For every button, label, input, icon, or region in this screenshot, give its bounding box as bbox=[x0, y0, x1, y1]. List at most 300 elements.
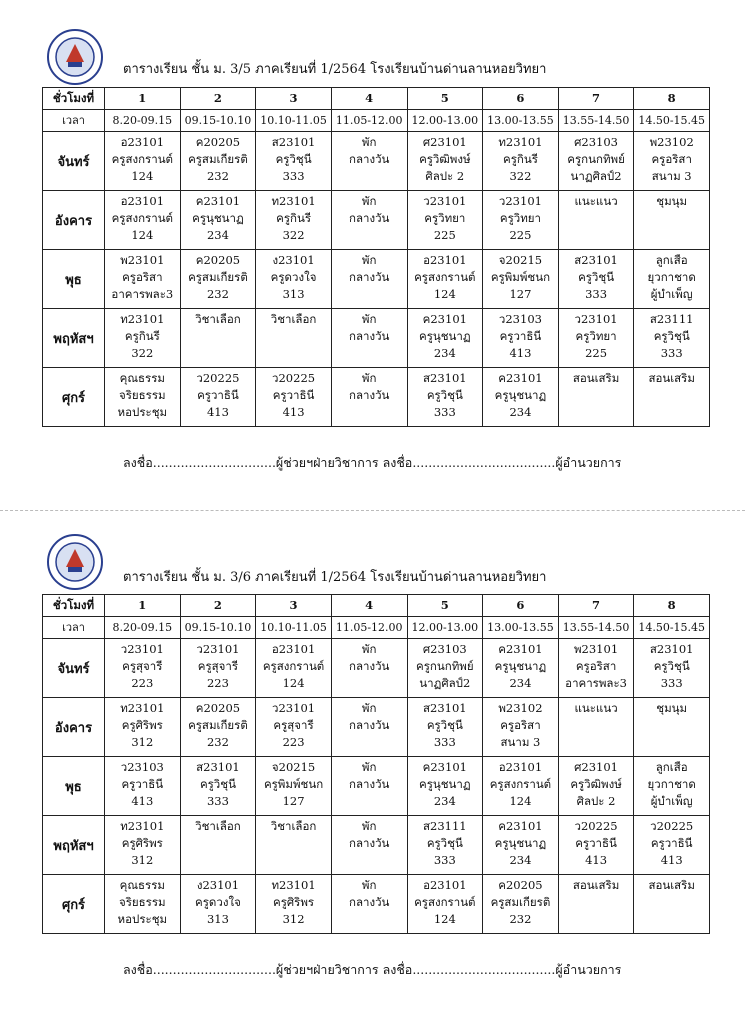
class-cell-line: ค23101 bbox=[498, 642, 543, 656]
class-cell-line: ท23101 bbox=[120, 819, 165, 833]
class-cell bbox=[256, 250, 332, 309]
class-cell-line: ว20225 bbox=[574, 819, 618, 833]
class-cell-line: วิชาเลือก bbox=[270, 312, 317, 326]
day-name: พฤหัสฯ bbox=[43, 816, 105, 875]
class-cell bbox=[105, 875, 181, 934]
class-cell-line: ท23101 bbox=[498, 135, 543, 149]
time-slot: 12.00-13.00 bbox=[407, 617, 483, 639]
day-row bbox=[43, 309, 710, 368]
class-cell-line: ครูอริสา bbox=[575, 659, 617, 673]
time-slot: 14.50-15.45 bbox=[634, 617, 710, 639]
class-cell bbox=[105, 309, 181, 368]
class-cell-line: ครูวิชุนี bbox=[426, 388, 463, 402]
class-cell-line: 333 bbox=[433, 405, 456, 419]
period-header-row bbox=[43, 595, 710, 617]
schedule-title: ตารางเรียน ชั้น ม. 3/6 ภาคเรียนที่ 1/2564 โรงเรียนบ้านด่านลานหอยวิทยา bbox=[123, 570, 547, 585]
class-cell bbox=[105, 639, 181, 698]
class-cell bbox=[180, 698, 256, 757]
class-cell bbox=[256, 309, 332, 368]
time-slot: 13.00-13.55 bbox=[483, 617, 559, 639]
class-cell-line: จริยธรรม bbox=[119, 388, 166, 402]
class-cell bbox=[105, 191, 181, 250]
class-cell bbox=[634, 698, 710, 757]
class-cell bbox=[407, 368, 483, 427]
class-cell-line: จริยธรรม bbox=[119, 895, 166, 909]
class-cell-line: 124 bbox=[131, 228, 154, 242]
class-cell-line: ครูวิชุนี bbox=[275, 152, 312, 166]
class-cell-line: ครูอริสา bbox=[500, 718, 541, 732]
class-cell bbox=[634, 132, 710, 191]
class-cell bbox=[558, 250, 634, 309]
class-cell bbox=[180, 816, 256, 875]
class-cell-line: กลางวัน bbox=[348, 329, 390, 343]
class-cell-line: ครูสงกรานต์ bbox=[111, 152, 174, 166]
class-cell-line: พัก bbox=[361, 135, 377, 149]
class-cell bbox=[407, 875, 483, 934]
day-row bbox=[43, 757, 710, 816]
class-cell bbox=[634, 250, 710, 309]
class-cell bbox=[180, 368, 256, 427]
schedule-title: ตารางเรียน ชั้น ม. 3/5 ภาคเรียนที่ 1/2564 โรงเรียนบ้านด่านลานหอยวิทยา bbox=[123, 62, 547, 77]
class-cell-line: 312 bbox=[131, 735, 154, 749]
class-cell-line: ครูสมเกียรติ bbox=[490, 895, 551, 909]
signature-line: ลงชื่อ...............................ผู้ช่วยฯฝ่ายวิชาการ ลงชื่อ....................................ผู้อำนวยการ bbox=[123, 455, 622, 470]
class-cell-line: ครูวาธินี bbox=[272, 388, 315, 402]
class-cell bbox=[256, 698, 332, 757]
period-header-label: ชั่วโมงที่ bbox=[43, 595, 105, 617]
class-cell-line: ส23101 bbox=[196, 760, 240, 774]
class-cell-line: อ23101 bbox=[120, 194, 165, 208]
class-cell-line: ท23101 bbox=[271, 878, 316, 892]
class-cell-line: ว23103 bbox=[498, 312, 542, 326]
class-cell-line: ครูวิชุนี bbox=[426, 718, 463, 732]
class-cell-line: ค23101 bbox=[195, 194, 241, 208]
class-cell bbox=[331, 639, 407, 698]
timetable bbox=[42, 594, 710, 934]
class-cell-line: ครูนุชนาฏ bbox=[494, 388, 547, 402]
class-cell-line: ง23101 bbox=[272, 253, 315, 267]
class-cell-line: ครูสุจารี bbox=[273, 718, 314, 732]
class-cell-line: ครูดวงใจ bbox=[270, 270, 317, 284]
period-number: 4 bbox=[331, 88, 407, 110]
class-cell-line: กลางวัน bbox=[348, 895, 390, 909]
class-cell-line: ยุวกาชาด bbox=[647, 777, 696, 791]
class-cell bbox=[558, 757, 634, 816]
class-cell bbox=[105, 250, 181, 309]
class-cell-line: ว23101 bbox=[574, 312, 618, 326]
class-cell bbox=[331, 309, 407, 368]
class-cell-line: พัก bbox=[361, 878, 377, 892]
day-row bbox=[43, 250, 710, 309]
class-cell-line: พัก bbox=[361, 312, 377, 326]
class-cell-line: ครูสมเกียรติ bbox=[188, 718, 248, 732]
class-cell bbox=[634, 757, 710, 816]
class-cell bbox=[331, 368, 407, 427]
class-cell-line: ส23101 bbox=[574, 253, 618, 267]
time-slot: 09.15-10.10 bbox=[180, 110, 256, 132]
time-slot: 14.50-15.45 bbox=[634, 110, 710, 132]
class-cell-line: ท23101 bbox=[271, 194, 316, 208]
class-cell bbox=[256, 639, 332, 698]
class-cell-line: นาฏศิลป์2 bbox=[570, 169, 622, 183]
class-cell bbox=[558, 368, 634, 427]
time-label: เวลา bbox=[43, 110, 105, 132]
class-cell-line: กลางวัน bbox=[348, 270, 390, 284]
school-logo-icon bbox=[46, 533, 104, 591]
class-cell-line: พ23102 bbox=[498, 701, 543, 715]
period-number: 6 bbox=[483, 595, 559, 617]
class-cell-line: ครูวิชุนี bbox=[653, 329, 690, 343]
class-cell-line: ว23101 bbox=[498, 194, 542, 208]
class-cell-line: ครูวาธินี bbox=[197, 388, 239, 402]
class-cell-line: 234 bbox=[206, 228, 229, 242]
class-cell-line: พัก bbox=[361, 701, 377, 715]
class-cell-line: สอนเสริม bbox=[572, 371, 620, 385]
class-cell bbox=[558, 698, 634, 757]
class-cell-line: 223 bbox=[282, 735, 305, 749]
class-cell bbox=[483, 309, 559, 368]
day-row bbox=[43, 368, 710, 427]
class-cell-line: ว23103 bbox=[120, 760, 164, 774]
class-cell-line: 333 bbox=[660, 676, 683, 690]
class-cell-line: ครูศิริพร bbox=[121, 718, 163, 732]
class-cell-line: ครูสงกรานต์ bbox=[111, 211, 174, 225]
class-cell-line: 312 bbox=[131, 853, 154, 867]
class-cell bbox=[256, 191, 332, 250]
class-cell-line: 124 bbox=[131, 169, 154, 183]
class-cell-line: ศ23101 bbox=[574, 760, 618, 774]
period-number: 1 bbox=[105, 88, 181, 110]
class-cell-line: 413 bbox=[131, 794, 154, 808]
class-cell-line: หอประชุม bbox=[117, 912, 168, 926]
class-cell-line: ครูอริสา bbox=[122, 270, 163, 284]
class-cell bbox=[634, 816, 710, 875]
class-cell-line: 234 bbox=[509, 853, 532, 867]
class-cell-line: ครูนุชนาฏ bbox=[192, 211, 244, 225]
page-divider bbox=[0, 510, 745, 511]
class-cell bbox=[483, 816, 559, 875]
class-cell-line: 322 bbox=[282, 228, 305, 242]
class-cell bbox=[180, 639, 256, 698]
class-cell bbox=[331, 875, 407, 934]
time-slot: 8.20-09.15 bbox=[105, 110, 181, 132]
class-cell-line: ว20225 bbox=[272, 371, 316, 385]
class-cell-line: ส23101 bbox=[423, 701, 467, 715]
class-cell-line: อ23101 bbox=[423, 878, 467, 892]
class-cell-line: 124 bbox=[282, 676, 305, 690]
class-cell bbox=[105, 816, 181, 875]
class-cell-line: อ23101 bbox=[120, 135, 165, 149]
timetable-body bbox=[43, 595, 710, 934]
class-cell bbox=[105, 132, 181, 191]
class-cell-line: 333 bbox=[433, 853, 456, 867]
day-name: ศุกร์ bbox=[43, 875, 105, 934]
period-number: 2 bbox=[180, 595, 256, 617]
class-cell-line: 234 bbox=[433, 794, 456, 808]
class-cell-line: ค23101 bbox=[498, 371, 543, 385]
class-cell-line: ค23101 bbox=[422, 312, 467, 326]
class-cell-line: พัก bbox=[361, 194, 377, 208]
class-cell-line: ศ23103 bbox=[574, 135, 618, 149]
class-cell-line: พัก bbox=[361, 760, 377, 774]
class-cell bbox=[180, 191, 256, 250]
class-cell-line: ครูนุชนาฏ bbox=[419, 329, 471, 343]
class-cell-line: ครูนุชนาฏ bbox=[494, 659, 547, 673]
class-cell-line: กลางวัน bbox=[348, 211, 390, 225]
class-cell bbox=[483, 250, 559, 309]
class-cell-line: 124 bbox=[509, 794, 532, 808]
class-cell-line: 234 bbox=[433, 346, 456, 360]
class-cell bbox=[483, 698, 559, 757]
day-row bbox=[43, 132, 710, 191]
class-cell-line: ครูวิทยา bbox=[499, 211, 541, 225]
class-cell bbox=[407, 132, 483, 191]
class-cell bbox=[483, 191, 559, 250]
class-cell-line: วิชาเลือก bbox=[195, 312, 241, 326]
class-cell-line: สนาม 3 bbox=[500, 735, 541, 749]
class-cell-line: ครูนุชนาฏ bbox=[419, 777, 471, 791]
class-cell-line: ครูวิทยา bbox=[575, 329, 617, 343]
period-number: 7 bbox=[558, 595, 634, 617]
class-cell-line: ท23101 bbox=[120, 312, 165, 326]
class-cell-line: ส23101 bbox=[423, 371, 467, 385]
class-cell-line: 413 bbox=[660, 853, 683, 867]
day-name: อังคาร bbox=[43, 191, 105, 250]
class-cell-line: ค23101 bbox=[498, 819, 543, 833]
class-cell-line: คุณธรรม bbox=[119, 878, 165, 892]
class-cell-line: พัก bbox=[361, 253, 377, 267]
time-slot: 10.10-11.05 bbox=[256, 110, 332, 132]
class-cell bbox=[105, 757, 181, 816]
class-cell-line: 127 bbox=[282, 794, 305, 808]
class-cell-line: 312 bbox=[282, 912, 305, 926]
class-cell-line: ครูสงกรานต์ bbox=[414, 270, 476, 284]
class-cell-line: แนะแนว bbox=[574, 194, 618, 208]
class-cell-line: ยุวกาชาด bbox=[647, 270, 696, 284]
class-cell-line: ว20225 bbox=[196, 371, 240, 385]
class-cell-line: ลูกเสือ bbox=[655, 253, 688, 267]
period-number: 8 bbox=[634, 88, 710, 110]
class-cell-line: ครูสงกรานต์ bbox=[262, 659, 325, 673]
class-cell-line: ว23101 bbox=[196, 642, 240, 656]
class-cell-line: ส23101 bbox=[649, 642, 694, 656]
class-cell-line: ครูวาธินี bbox=[575, 836, 617, 850]
class-cell bbox=[256, 132, 332, 191]
class-cell-line: ครูกินรี bbox=[124, 329, 160, 343]
class-cell-line: 234 bbox=[509, 676, 532, 690]
class-cell-line: 313 bbox=[206, 912, 229, 926]
class-cell-line: ส23111 bbox=[649, 312, 694, 326]
class-cell-line: ครูนุชนาฏ bbox=[494, 836, 547, 850]
class-cell-line: ลูกเสือ bbox=[655, 760, 688, 774]
day-name: พุธ bbox=[43, 757, 105, 816]
class-cell-line: ครูสุจารี bbox=[122, 659, 163, 673]
class-cell-line: ค20205 bbox=[195, 135, 241, 149]
class-cell-line: อ23101 bbox=[423, 253, 467, 267]
class-cell-line: ค20205 bbox=[498, 878, 543, 892]
class-cell bbox=[105, 698, 181, 757]
class-cell bbox=[407, 757, 483, 816]
class-cell-line: ครูวิชุนี bbox=[653, 659, 690, 673]
class-cell-line: 413 bbox=[206, 405, 229, 419]
timetable-body bbox=[43, 88, 710, 427]
class-cell-line: จ20215 bbox=[271, 760, 316, 774]
class-cell bbox=[558, 639, 634, 698]
class-cell-line: ครูกนกทิพย์ bbox=[567, 152, 625, 166]
class-cell bbox=[256, 368, 332, 427]
period-header-row bbox=[43, 88, 710, 110]
period-number: 2 bbox=[180, 88, 256, 110]
class-cell bbox=[558, 191, 634, 250]
class-cell-line: ครูสุจารี bbox=[197, 659, 239, 673]
day-name: ศุกร์ bbox=[43, 368, 105, 427]
class-cell-line: ผู้บำเพ็ญ bbox=[650, 794, 693, 808]
class-cell-line: 223 bbox=[206, 676, 229, 690]
class-cell-line: 333 bbox=[282, 169, 305, 183]
class-cell bbox=[256, 875, 332, 934]
school-logo-icon bbox=[46, 28, 104, 86]
period-number: 5 bbox=[407, 88, 483, 110]
class-cell-line: ครูดวงใจ bbox=[195, 895, 241, 909]
class-cell-line: 232 bbox=[206, 169, 229, 183]
class-cell-line: 333 bbox=[206, 794, 229, 808]
class-cell-line: 313 bbox=[282, 287, 305, 301]
class-cell-line: ส23111 bbox=[423, 819, 467, 833]
class-cell-line: 413 bbox=[282, 405, 305, 419]
period-number: 5 bbox=[407, 595, 483, 617]
time-slot: 13.55-14.50 bbox=[558, 110, 634, 132]
class-cell-line: พ23101 bbox=[120, 253, 165, 267]
class-cell-line: 413 bbox=[585, 853, 608, 867]
class-cell-line: ครูวิชุนี bbox=[426, 836, 463, 850]
class-cell-line: คุณธรรม bbox=[119, 371, 165, 385]
period-number: 4 bbox=[331, 595, 407, 617]
class-cell-line: กลางวัน bbox=[348, 388, 390, 402]
class-cell-line: พัก bbox=[361, 371, 377, 385]
class-cell-line: ว23101 bbox=[423, 194, 467, 208]
class-cell-line: ครูพิมพ์ชนก bbox=[490, 270, 551, 284]
class-cell-line: พัก bbox=[361, 642, 377, 656]
day-name: พฤหัสฯ bbox=[43, 309, 105, 368]
class-cell-line: 322 bbox=[509, 169, 532, 183]
class-cell bbox=[407, 191, 483, 250]
class-cell-line: สอนเสริม bbox=[648, 371, 695, 385]
time-slot: 13.55-14.50 bbox=[558, 617, 634, 639]
class-cell-line: 124 bbox=[433, 287, 456, 301]
day-row bbox=[43, 639, 710, 698]
class-cell-line: พ23102 bbox=[649, 135, 694, 149]
class-cell bbox=[558, 875, 634, 934]
class-cell-line: ว23101 bbox=[272, 701, 316, 715]
class-cell-line: กลางวัน bbox=[348, 836, 390, 850]
class-cell bbox=[331, 757, 407, 816]
time-label: เวลา bbox=[43, 617, 105, 639]
class-cell-line: ศิลปะ 2 bbox=[425, 169, 465, 183]
class-cell-line: 413 bbox=[509, 346, 532, 360]
class-cell-line: หอประชุม bbox=[117, 405, 168, 419]
day-name: จันทร์ bbox=[43, 639, 105, 698]
class-cell-line: 232 bbox=[206, 735, 229, 749]
day-row bbox=[43, 816, 710, 875]
class-cell-line: 234 bbox=[509, 405, 532, 419]
period-number: 1 bbox=[105, 595, 181, 617]
class-cell-line: แนะแนว bbox=[574, 701, 618, 715]
class-cell-line: สอนเสริม bbox=[572, 878, 620, 892]
class-cell bbox=[256, 816, 332, 875]
time-slot: 8.20-09.15 bbox=[105, 617, 181, 639]
class-cell bbox=[634, 875, 710, 934]
class-cell bbox=[407, 816, 483, 875]
class-cell-line: ครูอริสา bbox=[651, 152, 692, 166]
class-cell bbox=[634, 309, 710, 368]
class-cell bbox=[483, 757, 559, 816]
class-cell-line: 333 bbox=[433, 735, 456, 749]
class-cell bbox=[331, 816, 407, 875]
class-cell-line: สนาม 3 bbox=[651, 169, 692, 183]
class-cell bbox=[331, 132, 407, 191]
class-cell-line: ครูวิฒิพงษ์ bbox=[419, 152, 471, 166]
class-cell-line: ชุมนุม bbox=[656, 194, 688, 208]
time-slot: 13.00-13.55 bbox=[483, 110, 559, 132]
class-cell bbox=[634, 639, 710, 698]
class-cell-line: จ20215 bbox=[498, 253, 543, 267]
class-cell-line: 333 bbox=[585, 287, 608, 301]
class-cell bbox=[331, 191, 407, 250]
class-cell-line: ครูวิชุนี bbox=[199, 777, 236, 791]
period-header-label: ชั่วโมงที่ bbox=[43, 88, 105, 110]
class-cell-line: 225 bbox=[509, 228, 532, 242]
class-cell-line: ครูกนกทิพย์ bbox=[416, 659, 474, 673]
class-cell-line: 232 bbox=[509, 912, 532, 926]
class-cell bbox=[105, 368, 181, 427]
class-cell-line: พ23101 bbox=[573, 642, 619, 656]
class-cell-line: วิชาเลือก bbox=[195, 819, 241, 833]
class-cell bbox=[180, 132, 256, 191]
class-cell-line: ค23101 bbox=[422, 760, 467, 774]
time-slot: 10.10-11.05 bbox=[256, 617, 332, 639]
class-cell-line: ครูสมเกียรติ bbox=[188, 152, 248, 166]
day-row bbox=[43, 875, 710, 934]
class-cell bbox=[483, 132, 559, 191]
day-name: พุธ bbox=[43, 250, 105, 309]
class-cell-line: 124 bbox=[433, 912, 456, 926]
class-cell-line: ผู้บำเพ็ญ bbox=[650, 287, 693, 301]
class-cell bbox=[407, 639, 483, 698]
class-cell bbox=[256, 757, 332, 816]
class-cell-line: สอนเสริม bbox=[648, 878, 695, 892]
class-cell-line: ว23101 bbox=[120, 642, 164, 656]
class-cell bbox=[331, 250, 407, 309]
class-cell-line: ครูวาธินี bbox=[499, 329, 542, 343]
class-cell-line: 322 bbox=[131, 346, 154, 360]
class-cell-line: ว20225 bbox=[650, 819, 694, 833]
class-cell-line: 127 bbox=[509, 287, 532, 301]
period-number: 6 bbox=[483, 88, 559, 110]
time-slot: 11.05-12.00 bbox=[331, 617, 407, 639]
class-cell-line: กลางวัน bbox=[348, 659, 390, 673]
class-cell-line: อ23101 bbox=[271, 642, 316, 656]
day-row bbox=[43, 698, 710, 757]
class-cell-line: ค20205 bbox=[195, 253, 241, 267]
class-cell bbox=[407, 250, 483, 309]
period-number: 7 bbox=[558, 88, 634, 110]
signature-line: ลงชื่อ...............................ผู้ช่วยฯฝ่ายวิชาการ ลงชื่อ....................................ผู้อำนวยการ bbox=[123, 962, 622, 977]
time-slot: 09.15-10.10 bbox=[180, 617, 256, 639]
class-cell-line: ส23101 bbox=[271, 135, 316, 149]
class-cell-line: กลางวัน bbox=[348, 777, 390, 791]
class-cell-line: ศิลปะ 2 bbox=[576, 794, 616, 808]
class-cell-line: 333 bbox=[660, 346, 683, 360]
